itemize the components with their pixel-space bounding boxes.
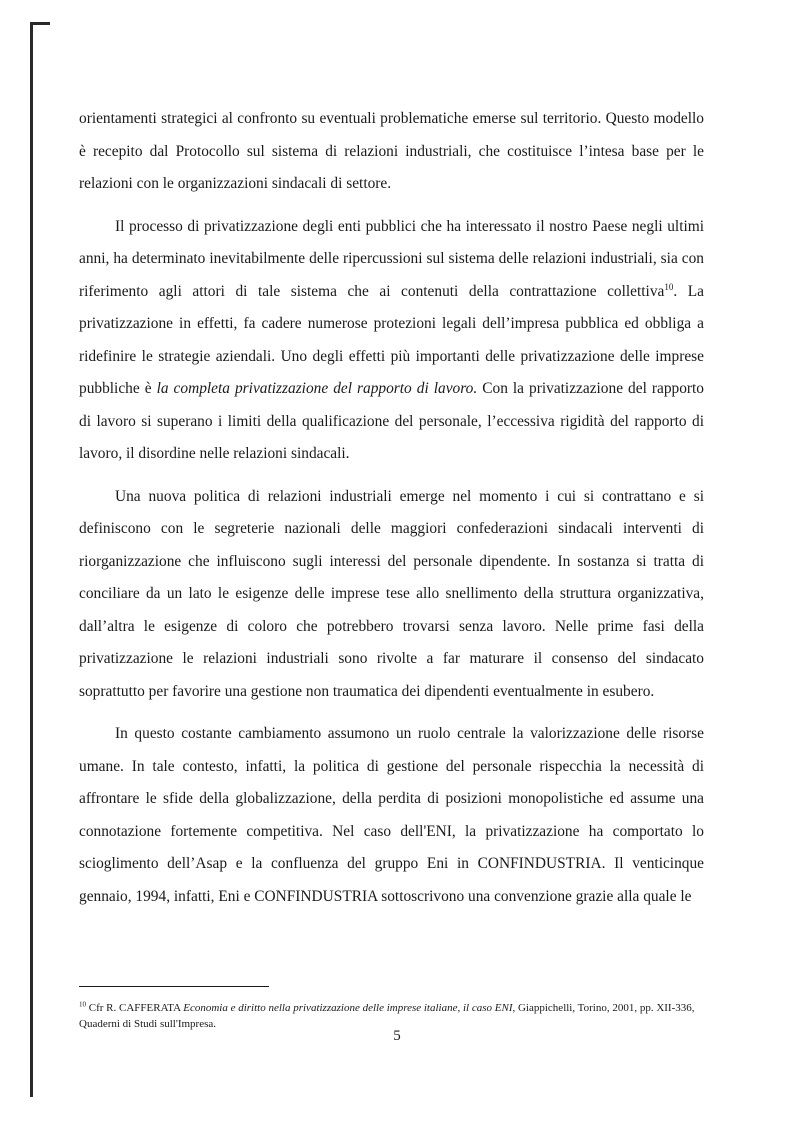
paragraph <box>79 718 704 913</box>
text-run: Una nuova politica di relazioni industriali emerge nel momento i cui si contrattano e si definiscono con le segreterie nazionali delle maggiori confederazioni sindacali interventi di riorganizzazione che influiscono sugli interessi del personale dipendente. In sostanza si tratta di conciliare da un lato le esigenze delle imprese tese allo snellimento della struttura organizzativa, dall’altra le esigenze di coloro che potrebbero trovarsi senza lavoro. Nelle prime fasi della privatizzazione le relazioni industriali sono rivolte a far maturare il consenso del sindacato soprattutto per favorire una gestione non traumatica dei dipendenti eventualmente in esubero. <box>79 487 704 700</box>
body-text <box>79 103 704 913</box>
italic-text: la completa privatizzazione del rapporto di lavoro. <box>156 380 478 397</box>
text-run: . La privatizzazione in effetti, fa cadere numerose protezioni legali dell’impresa pubblica ed obbliga a ridefinire le strategie aziendali. Uno degli effetti più importanti delle privatizzazione delle imprese pubbliche è <box>79 282 704 397</box>
italic-text: Economia e diritto nella privatizzazione delle imprese italiane, il caso ENI <box>183 1002 513 1014</box>
scan-binding-corner <box>30 22 50 25</box>
page-number: 5 <box>393 1028 401 1044</box>
text-run: In questo costante cambiamento assumono un ruolo centrale la valorizzazione delle risorse umane. In tale contesto, infatti, la politica di gestione del personale rispecchia la necessità di affrontare le sfide della globalizzazione, della perdita di posizioni monopolistiche ed assume una connotazione fortemente competitiva. Nel caso dell'ENI, la privatizzazione ha comportato lo scioglimento dell’Asap e la confluenza del gruppo Eni in CONFINDUSTRIA. Il venticinque gennaio, 1994, infatti, Eni e CONFINDUSTRIA sottoscrivono una convenzione grazie alla quale le <box>79 725 704 905</box>
footnote-separator <box>79 986 269 987</box>
footnote-reference: 10 <box>664 281 674 292</box>
text-run: Il processo di privatizzazione degli enti pubblici che ha interessato il nostro Paese negli ultimi anni, ha determinato inevitabilmente delle ripercussioni sul sistema delle relazioni industriali, sia con riferimento agli attori di tale sistema che ai contenuti della contrattazione collettiva <box>79 217 704 300</box>
text-run: orientamenti strategici al confronto su eventuali problematiche emerse sul territorio. Questo modello è recepito dal Protocollo sul sistema di relazioni industriali, che costituisce l’intesa base per le relazioni con le organizzazioni sindacali di settore. <box>79 110 704 192</box>
paragraph <box>79 211 704 471</box>
text-run: , Giappichelli, Torino, 2001, pp. XII-336, Quaderni di Studi sull'Impresa. <box>79 1002 695 1030</box>
text-run: Cfr R. CAFFERATA <box>86 1002 184 1014</box>
scan-binding-edge <box>30 22 33 1097</box>
paragraph <box>79 481 704 709</box>
footnote-reference: 10 <box>79 1000 86 1009</box>
paragraph <box>79 103 704 201</box>
text-run: Con la privatizzazione del rapporto di lavoro si superano i limiti della qualificazione del personale, l’eccessiva rigidità del rapporto di lavoro, il disordine nelle relazioni sindacali. <box>79 380 704 462</box>
